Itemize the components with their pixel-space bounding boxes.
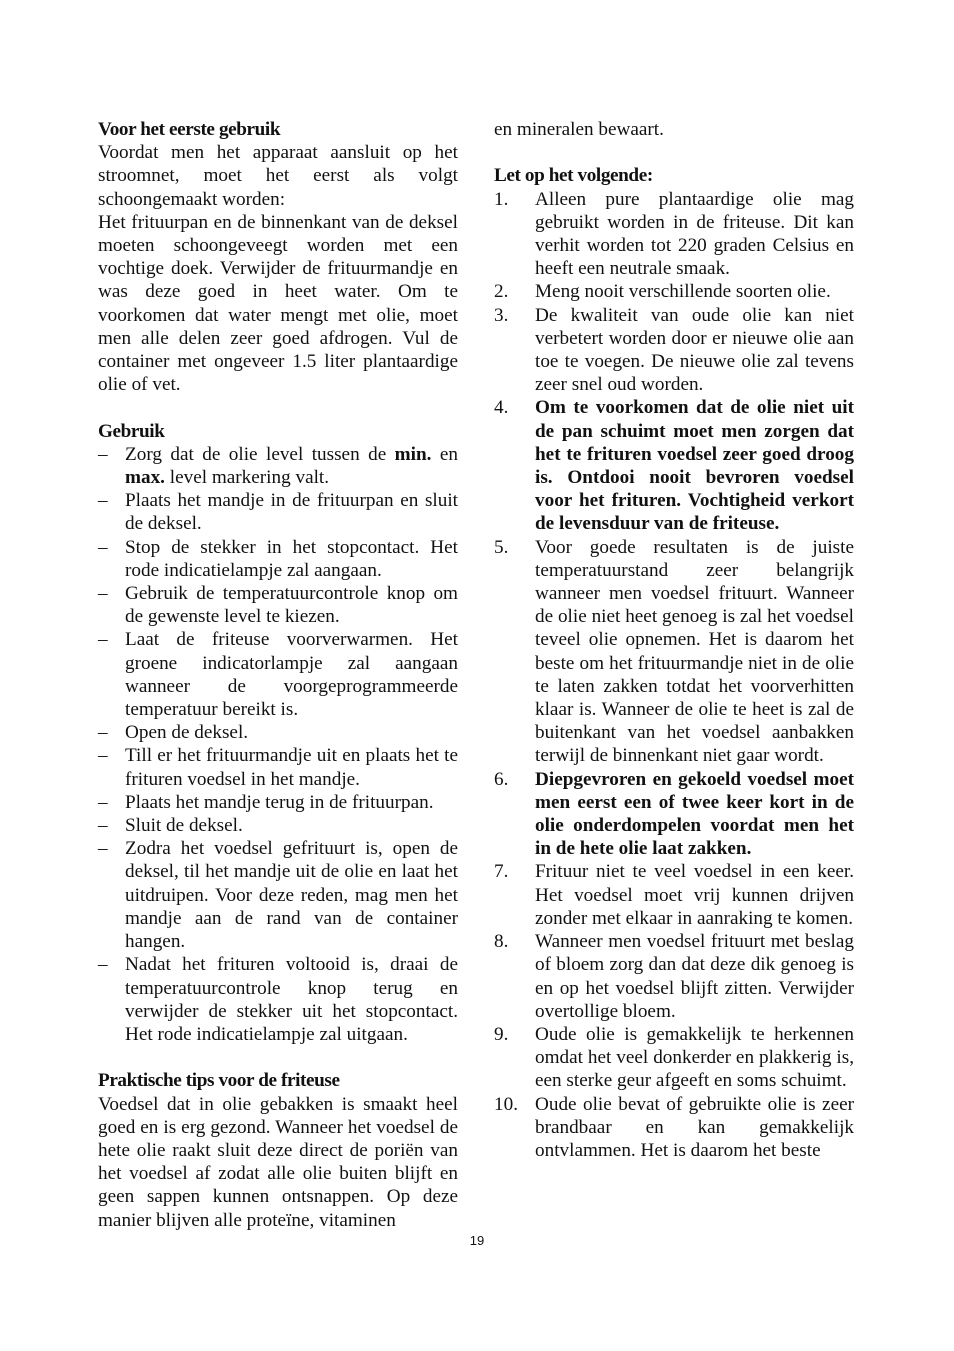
item-number: 2. [494, 281, 509, 303]
usage-list-item: – Plaats het mandje terug in de frituurpan. [98, 791, 434, 813]
attention-list-item: 4. Om te voorkomen dat de olie niet uit de pan schuimt moet men zorgen dat het te frituren voedsel zeer goed droog is. Ontdooi nooit bevroren voedsel voor het frituren. Vochtigheid verkort de levensduur van de friteuse. [494, 397, 854, 535]
usage-list-item: – Gebruik de temperatuurcontrole knop om de gewenste level te kiezen. [98, 583, 458, 628]
attention-list-item: 9. Oude olie is gemakkelijk te herkennen omdat het veel donkerder en plakkerig is, een sterke geur afgeeft en soms schuimt. [494, 1023, 854, 1092]
bullet-dash: – [98, 490, 108, 512]
item-number: 8. [494, 931, 509, 953]
section-heading-attention: Let op het volgende: [494, 165, 653, 187]
spacer [494, 141, 854, 164]
bullet-dash: – [98, 629, 108, 651]
tips-paragraph: Voedsel dat in olie gebakken is smaakt heel goed en is erg gezond. Wanneer het voedsel de hete olie raakt sluit deze direct de poriën van het voedsel af zodat alle olie buiten blijft en geen sappen kunnen ontsnappen. Op deze manier blijven alle proteïne, vitaminen [98, 1093, 458, 1231]
bullet-dash: – [98, 815, 108, 837]
usage-list-item: – Zorg dat de olie level tussen de min. en max. level markering valt. [98, 443, 458, 489]
attention-list [494, 188, 854, 1163]
attention-list-item: 7. Frituur niet te veel voedsel in een keer. Het voedsel moet vrij kunnen drijven zonder met elkaar in aanraking te komen. [494, 861, 854, 929]
first-use-paragraph-2: Het frituurpan en de binnenkant van de deksel moeten schoongeveegt worden met een vochtige doek. Verwijder de frituurmandje en was deze goed in heet water. Om te voorkomen dat water mengt met olie, moet men alle delen zeer goed afdrogen. Vul de container met ongeveer 1.5 liter plantaardige olie of vet. [98, 211, 458, 396]
item-number: 3. [494, 304, 509, 326]
bullet-dash: – [98, 745, 108, 767]
bullet-dash: – [98, 791, 108, 813]
spacer [98, 396, 458, 419]
usage-list-item: – Plaats het mandje in de frituurpan en sluit de deksel. [98, 490, 458, 535]
attention-list-item: 3. De kwaliteit van oude olie kan niet verbetert worden door er nieuwe olie aan toe te voegen. De nieuwe olie zal tevens zeer snel oud worden. [494, 304, 854, 396]
left-column [98, 118, 458, 1232]
attention-list-item: 8. Wanneer men voedsel frituurt met beslag of bloem zorg dan dat deze dik genoeg is en op het voedsel blijft zitten. Verwijder overtollige bloem. [494, 931, 854, 1022]
first-use-paragraph-1: Voordat men het apparaat aansluit op het stroomnet, moet het eerst als volgt schoongemaakt worden: [98, 142, 458, 210]
usage-list-item: – Open de deksel. [98, 722, 249, 744]
attention-list-item: 2. Meng nooit verschillende soorten olie. [494, 281, 831, 303]
bullet-dash: – [98, 954, 108, 976]
item-number: 9. [494, 1023, 509, 1045]
usage-list-item: – Laat de friteuse voorverwarmen. Het groene indicatorlampje zal aangaan wanneer de voorgeprogrammeerde temperatuur bereikt is. [98, 629, 458, 721]
usage-list-item: – Zodra het voedsel gefrituurt is, open de deksel, til het mandje uit de olie en laat het uitdruipen. Voor deze reden, mag men het mandje aan de rand van de container hangen. [98, 838, 458, 953]
attention-list-item: 5. Voor goede resultaten is de juiste temperatuurstand zeer belangrijk wanneer men voedsel frituurt. Wanneer de olie niet heet genoeg is zal het voedsel teveel olie opnemen. Het is daarom het beste om het frituurmandje niet in de olie te laten zakken totdat het voorverhitten klaar is. Wanneer de olie te heet is zal de buitenkant van het voedsel aanbakken terwijl de binnenkant niet gaar wordt. [494, 536, 854, 767]
usage-list-item: – Stop de stekker in het stopcontact. Het rode indicatielampje zal aangaan. [98, 536, 458, 581]
section-heading-tips: Praktische tips voor de friteuse [98, 1070, 340, 1092]
item-number: 4. [494, 397, 509, 419]
bullet-dash: – [98, 536, 108, 558]
usage-list-item: – Sluit de deksel. [98, 815, 243, 837]
item-number: 7. [494, 861, 509, 883]
usage-list-item: – Till er het frituurmandje uit en plaats het te frituren voedsel in het mandje. [98, 745, 458, 790]
usage-list-item: – Nadat het frituren voltooid is, draai de temperatuurcontrole knop terug en verwijder de stekker uit het stopcontact. Het rode indicatielampje zal uitgaan. [98, 954, 458, 1045]
item-number: 5. [494, 536, 509, 558]
item-number: 6. [494, 768, 509, 790]
attention-list-item: 10. Oude olie bevat of gebruikte olie is zeer brandbaar en kan gemakkelijk ontvlammen. Het is daarom het beste [494, 1093, 854, 1161]
page-number: 19 [469, 1233, 485, 1248]
right-column [494, 118, 854, 1162]
spacer [98, 1046, 458, 1069]
attention-list-item: 1. Alleen pure plantaardige olie mag gebruikt worden in de friteuse. Dit kan verhit worden tot 220 graden Celsius en heeft een neutrale smaak. [494, 188, 854, 280]
section-heading-usage: Gebruik [98, 420, 165, 442]
bullet-dash: – [98, 838, 108, 860]
attention-list-item: 6. Diepgevroren en gekoeld voedsel moet men eerst een of twee keer kort in de olie onderdompelen voordat men het in de hete olie laat zakken. [494, 768, 854, 860]
tips-continuation: en mineralen bewaart. [494, 119, 664, 140]
bullet-dash: – [98, 583, 108, 605]
item-number: 10. [494, 1093, 518, 1115]
bullet-dash: – [98, 722, 108, 744]
bullet-dash: – [98, 443, 108, 465]
item-number: 1. [494, 188, 509, 210]
usage-list [98, 443, 458, 1046]
section-heading-first-use: Voor het eerste gebruik [98, 119, 281, 140]
